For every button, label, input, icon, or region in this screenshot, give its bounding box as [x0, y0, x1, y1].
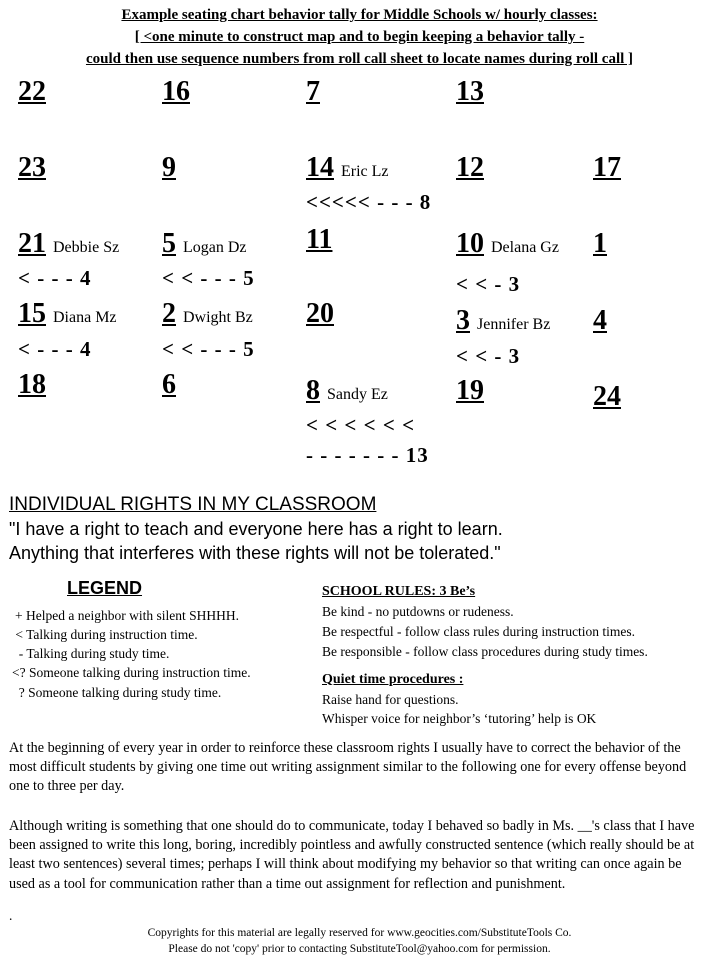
stray-dot: . [9, 908, 13, 923]
seat-number: 24 [593, 381, 621, 412]
seat-number: 6 [162, 369, 176, 400]
rule-item: Be respectful - follow class rules during instruction times. [322, 624, 636, 639]
legend-item: ? Someone talking during study time. [12, 685, 222, 700]
tally-sandy-2: - - - - - - - 13 [306, 443, 429, 467]
seat-number: 7 [306, 76, 320, 107]
footer-copyright: Copyrights for this material are legally reserved for www.geocities.com/SubstituteTools Co. [147, 927, 572, 939]
header-line-1: Example seating chart behavior tally for Middle Schools w/ hourly classes: [121, 7, 598, 23]
header-line-3: could then use sequence numbers from roll call sheet to locate names during roll call ] [85, 51, 634, 67]
tally-dwight: < < - - - 5 [162, 337, 255, 361]
rule-item: Be kind - no putdowns or rudeness. [322, 604, 514, 619]
seat-23 [18, 152, 46, 184]
legend-item: + Helped a neighbor with silent SHHHH. [15, 608, 239, 623]
header-line-2: [ <one minute to construct map and to begin keeping a behavior tally - [134, 29, 585, 45]
rule-item: Be responsible - follow class procedures during study times. [322, 644, 648, 659]
quiet-item: Raise hand for questions. [322, 692, 459, 707]
seat-number: 13 [456, 76, 484, 107]
tally-logan: < < - - - 5 [162, 266, 255, 290]
legend-item: < Talking during instruction time. [12, 627, 198, 642]
tally-eric: <<<<< - - - 8 [306, 190, 432, 214]
seat-18 [18, 369, 46, 401]
seat-3 [456, 305, 550, 337]
seat-19 [456, 375, 484, 407]
seat-number: 1 [593, 228, 607, 259]
seat-number: 23 [18, 152, 46, 183]
student-name: Dwight Bz [183, 309, 253, 326]
seat-1 [593, 228, 607, 260]
legend-item: <? Someone talking during instruction time. [12, 665, 251, 680]
rules-title: SCHOOL RULES: 3 Be’s [322, 584, 476, 599]
tally-debbie: < - - - 4 [18, 266, 92, 290]
student-name: Diana Mz [53, 309, 117, 326]
seat-number: 15 [18, 298, 46, 329]
student-name: Logan Dz [183, 239, 247, 256]
student-name: Eric Lz [341, 163, 389, 180]
seat-number: 12 [456, 152, 484, 183]
tally-sandy-1: < < < < < < [306, 413, 416, 437]
seat-number: 5 [162, 228, 176, 259]
student-name: Sandy Ez [327, 386, 388, 403]
rights-line-2: Anything that interferes with these rights will not be tolerated." [9, 543, 501, 563]
tally-delana: < < - 3 [456, 272, 521, 296]
paragraph-intro: At the beginning of every year in order to reinforce these classroom rights I usually have to correct the behavior of the most difficult students by giving one time out writing assignment similar to the following one for every offense beyond one to three per day. [9, 740, 687, 795]
rights-line-1: "I have a right to teach and everyone here has a right to learn. [9, 519, 503, 539]
seat-20 [306, 298, 334, 330]
tally-jennifer: < < - 3 [456, 344, 521, 368]
seat-number: 4 [593, 305, 607, 336]
seat-10 [456, 228, 559, 260]
seat-number: 10 [456, 228, 484, 259]
legend-title: LEGEND [67, 578, 143, 598]
student-name: Delana Gz [491, 239, 559, 256]
tally-diana: < - - - 4 [18, 337, 92, 361]
seat-7 [306, 76, 320, 108]
seat-13 [456, 76, 484, 108]
seat-21 [18, 228, 119, 260]
seat-number: 2 [162, 298, 176, 329]
quiet-title: Quiet time procedures : [322, 672, 464, 687]
seat-9 [162, 152, 176, 184]
seat-number: 21 [18, 228, 46, 259]
seat-17 [593, 152, 621, 184]
seat-number: 8 [306, 375, 320, 406]
legend-item: - Talking during study time. [12, 646, 170, 661]
quiet-item: Whisper voice for neighbor’s ‘tutoring’ help is OK [322, 711, 597, 726]
seat-14 [306, 152, 389, 184]
seat-number: 17 [593, 152, 621, 183]
seat-8 [306, 375, 388, 407]
paragraph-sentence: Although writing is something that one should do to communicate, today I behaved so badly in Ms. __'s class that I have been assigned to write this long, boring, incredibly pointless and awfully constructed sentence (which really should be at least two sentences) several times; perhaps I will think about modifying my behavior so that writing can once again be used as a tool for communication rather than a time out assignment for reflection and punishment. [9, 818, 695, 892]
footer-permission: Please do not 'copy' prior to contacting SubstituteTool@yahoo.com for permission. [168, 943, 551, 955]
seat-15 [18, 298, 117, 330]
seat-number: 14 [306, 152, 334, 183]
seat-22 [18, 76, 46, 108]
rights-title: INDIVIDUAL RIGHTS IN MY CLASSROOM [9, 494, 377, 515]
seat-number: 18 [18, 369, 46, 400]
seat-number: 19 [456, 375, 484, 406]
seat-number: 22 [18, 76, 46, 107]
seat-16 [162, 76, 190, 108]
seat-6 [162, 369, 176, 401]
seat-12 [456, 152, 484, 184]
seat-11 [306, 224, 332, 256]
seat-5 [162, 228, 247, 260]
seat-number: 16 [162, 76, 190, 107]
seat-number: 20 [306, 298, 334, 329]
seat-number: 11 [306, 224, 333, 255]
seat-number: 3 [456, 305, 470, 336]
student-name: Jennifer Bz [477, 316, 551, 333]
seat-4 [593, 305, 607, 337]
seat-24 [593, 381, 621, 413]
seat-2 [162, 298, 253, 330]
seat-number: 9 [162, 152, 176, 183]
student-name: Debbie Sz [53, 239, 120, 256]
